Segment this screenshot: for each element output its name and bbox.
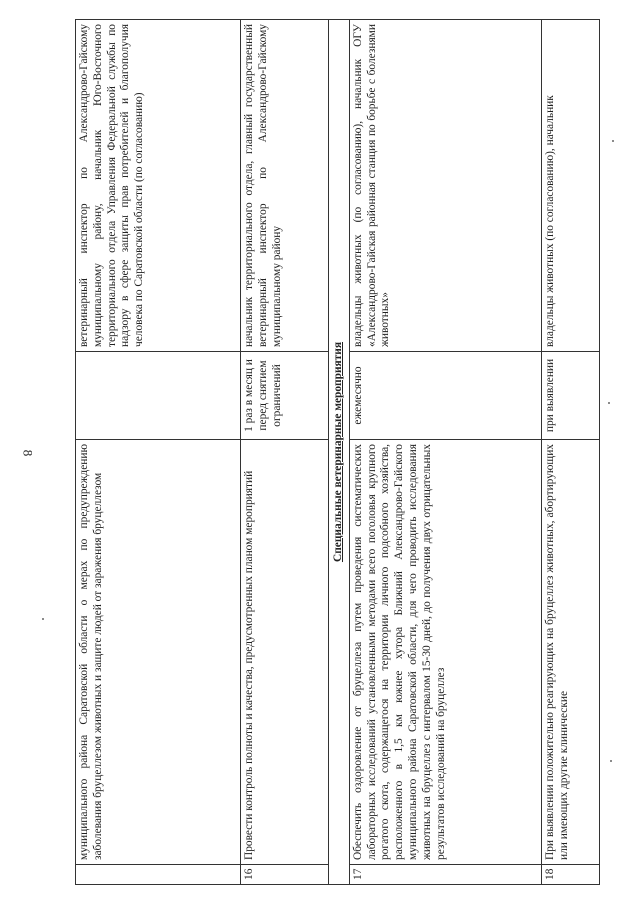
measure-text: Провести контроль полноты и качества, предусмотренных планом мероприятий	[241, 440, 329, 865]
page-number: 8	[20, 449, 36, 457]
responsible-text: ветеринарный инспектор по Александрово-Гайскому муниципальному району, начальник Юго-Восточного территориального отдела Управления Федеральной службы по надзору в сфере защиты прав потребителей и благополучия человека по Саратовской области (по согласованию)	[76, 20, 241, 352]
responsible-text: владельцы животных (по согласованию), начальник ОГУ «Александрово-Гайская районная станция по борьбе с болезнями животных»	[349, 20, 541, 352]
responsible-text: владельцы животных (по согласованию), начальник	[541, 20, 599, 352]
responsible-text: начальник территориального отдела, главный государственный ветеринарный инспектор по Александрово-Гайскому муниципальному району	[241, 20, 329, 352]
period-text: 1 раз в месяц и перед снятием ограничений	[241, 352, 329, 440]
row-number: 17	[349, 865, 541, 885]
measure-text: муниципального района Саратовской области о мерах по предупреждению заболевания бруцеллезом животных и защите людей от заражения бруцеллезом	[76, 440, 241, 865]
row-number	[76, 865, 241, 885]
measure-text: Обеспечить оздоровление от бруцеллеза путем проведения систематических лабораторных исследований установленными методами всего поголовья крупного рогатого скота, содержащегося на территории личного подсобного хозяйства, расположенного в 1,5 км южнее хутора Ближний Александрово-Гайского муниципального района Саратовской области, для чего проводить исследования животных на бруцеллез с интервалом 15-30 дней, до получения двух отрицательных результатов исследований на бруцеллез	[349, 440, 541, 865]
section-row	[329, 20, 350, 885]
table-row	[241, 20, 329, 885]
scan-speck	[42, 618, 44, 620]
measure-text: При выявлении положительно реагирующих на бруцеллез животных, абортирующих или имеющих другие клинические	[541, 440, 599, 865]
row-number: 18	[541, 865, 599, 885]
table-row	[349, 20, 541, 885]
table-row	[76, 20, 241, 885]
section-title: Специальные ветеринарные мероприятия	[329, 20, 350, 885]
table-stage	[75, 20, 602, 885]
period-text	[76, 352, 241, 440]
scan-speck	[608, 402, 610, 404]
measures-table	[75, 19, 600, 885]
rotated-page	[75, 20, 602, 885]
period-text: ежемесячно	[349, 352, 541, 440]
period-text: при выявлении	[541, 352, 599, 440]
scan-speck	[612, 140, 614, 142]
scan-speck	[610, 760, 612, 762]
row-number: 16	[241, 865, 329, 885]
table-row	[541, 20, 599, 885]
